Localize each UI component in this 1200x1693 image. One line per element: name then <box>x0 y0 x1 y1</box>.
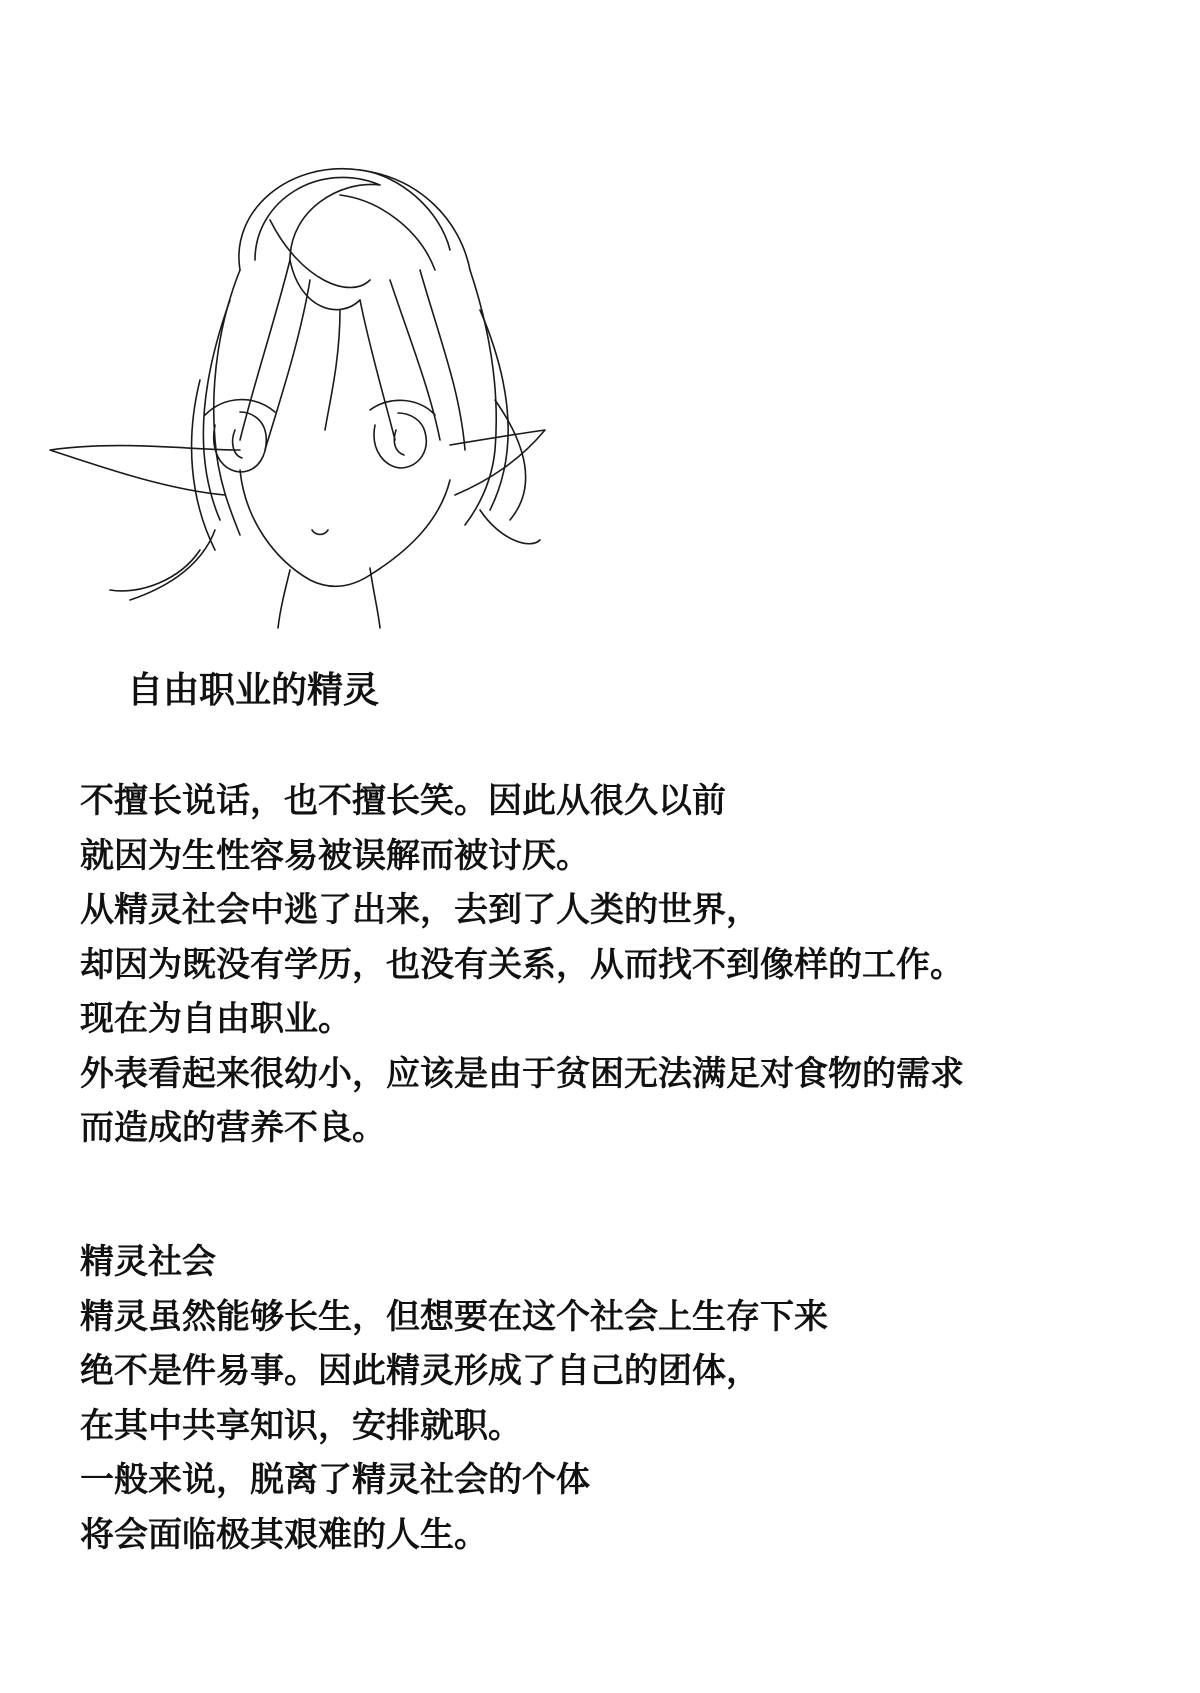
page-title: 自由职业的精灵 <box>127 670 380 711</box>
text-line: 却因为既没有学历，也没有关系，从而找不到像样的工作。 <box>80 944 964 985</box>
text-line: 而造成的营养不良。 <box>80 1108 386 1148</box>
text-line: 外表看起来很幼小，应该是由于贫困无法满足对食物的需求 <box>80 1053 964 1094</box>
text-line: 不擅长说话，也不擅长笑。因此从很久以前 <box>80 781 726 821</box>
elf-society-paragraph <box>80 1235 828 1562</box>
text-line: 从精灵社会中逃了出来，去到了人类的世界， <box>80 890 760 930</box>
text-line: 将会面临极其艰难的人生。 <box>80 1514 488 1555</box>
description-paragraph <box>80 774 964 1156</box>
elf-sketch <box>40 150 560 630</box>
section-title: 精灵社会 <box>80 1242 216 1282</box>
text-line: 精灵虽然能够长生，但想要在这个社会上生存下来 <box>80 1296 828 1337</box>
text-line: 现在为自由职业。 <box>80 999 352 1039</box>
text-line: 就因为生性容易被误解而被讨厌。 <box>80 835 590 876</box>
text-line: 一般来说，脱离了精灵社会的个体 <box>80 1460 590 1500</box>
text-line: 在其中共享知识，安排就职。 <box>80 1405 522 1446</box>
elf-sketch-icon <box>40 150 560 630</box>
text-line: 绝不是件易事。因此精灵形成了自己的团体， <box>80 1351 760 1391</box>
